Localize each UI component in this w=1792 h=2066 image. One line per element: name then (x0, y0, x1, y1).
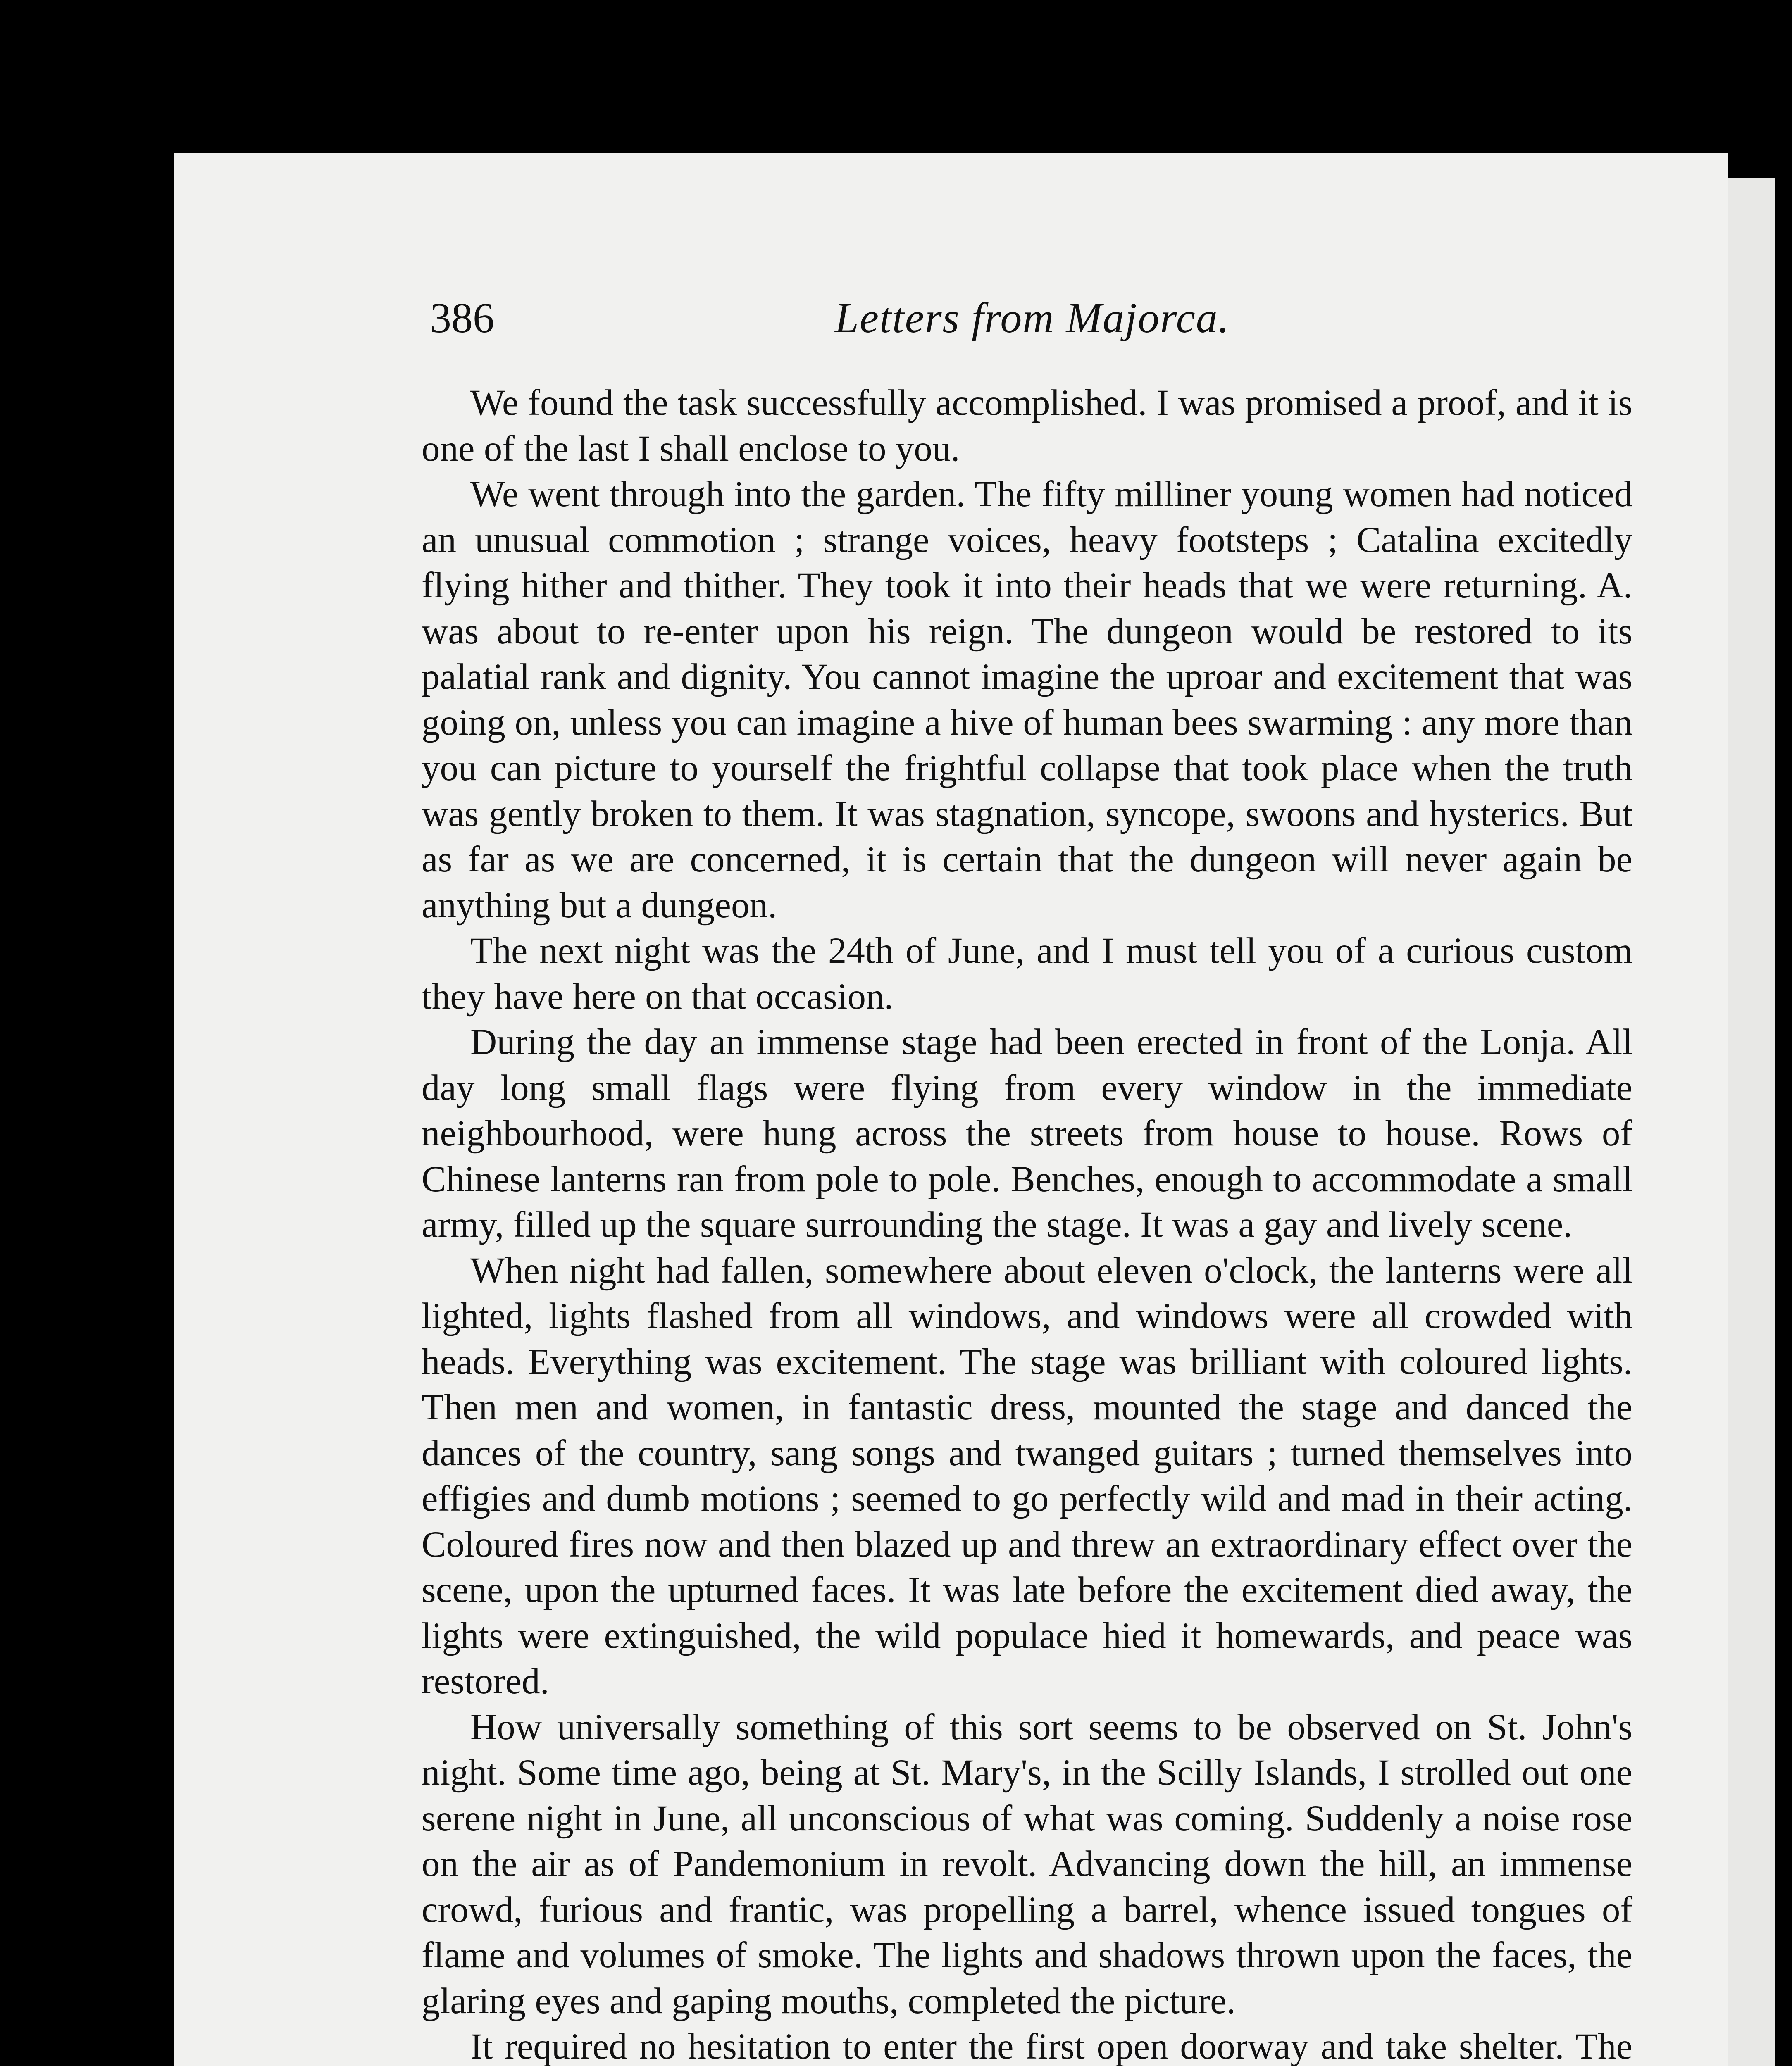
running-head: Letters from Majorca. (835, 294, 1230, 342)
body-text (422, 380, 1632, 2066)
paragraph: It required no hesitation to enter the first open doorway and take shelter. The (470, 2026, 1632, 2066)
paragraph: How universally something of this sort seems to be observed on St. John's night. Some time ago, being at St. Mary's, in the Scilly Islands, I strolled out one serene night in June, all unconscious of what was coming. Suddenly a noise rose on the air as of Pandemonium in revolt. Advancing down the hill, an immense crowd, furious and frantic, was propelling a barrel, whence issued tongues of flame and volumes of smoke. The lights and shadows thrown upon the faces, the glaring eyes and gaping mouths, completed the picture. (422, 1707, 1632, 2021)
paragraph: The next night was the 24th of June, and I must tell you of a curious custom they have here on that occasion. (422, 931, 1632, 1017)
paragraph: During the day an immense stage had been erected in front of the Lonja. All day long small flags were flying from every window in the immediate neighbourhood, were hung across the streets from house to house. Rows of Chinese lanterns ran from pole to pole. Benches, enough to accommodate a small army, filled up the square surrounding the stage. It was a gay and lively scene. (422, 1022, 1632, 1245)
next-page-edge (1725, 178, 1775, 2066)
paragraph: We went through into the garden. The fifty milliner young women had noticed an unusual commotion ; strange voices, heavy footsteps ; Catalina excitedly flying hither and thither. They took it into their heads that we were returning. A. was about to re-enter upon his reign. The dungeon would be restored to its palatial rank and dignity. You cannot imagine the uproar and excitement that was going on, unless you can imagine a hive of human bees swarming : any more than you can picture to yourself the frightful collapse that took place when the truth was gently broken to them. It was stagnation, syncope, swoons and hysterics. But as far as we are concerned, it is certain that the dungeon will never again be anything but a dungeon. (422, 474, 1632, 926)
paragraph: When night had fallen, somewhere about eleven o'clock, the lanterns were all lighted, lights flashed from all windows, and windows were all crowded with heads. Everything was excitement. The stage was brilliant with coloured lights. Then men and women, in fantastic dress, mounted the stage and danced the dances of the country, sang songs and twanged guitars ; turned themselves into effigies and dumb motions ; seemed to go perfectly wild and mad in their acting. Coloured fires now and then blazed up and threw an extraordinary effect over the scene, upon the upturned faces. It was late before the excitement died away, the lights were extinguished, the wild populace hied it homewards, and peace was restored. (422, 1250, 1632, 1702)
page-header (430, 293, 1661, 359)
page-number: 386 (430, 294, 494, 342)
paragraph: We found the task successfully accomplished. I was promised a proof, and it is one of the last I shall enclose to you. (422, 383, 1632, 469)
